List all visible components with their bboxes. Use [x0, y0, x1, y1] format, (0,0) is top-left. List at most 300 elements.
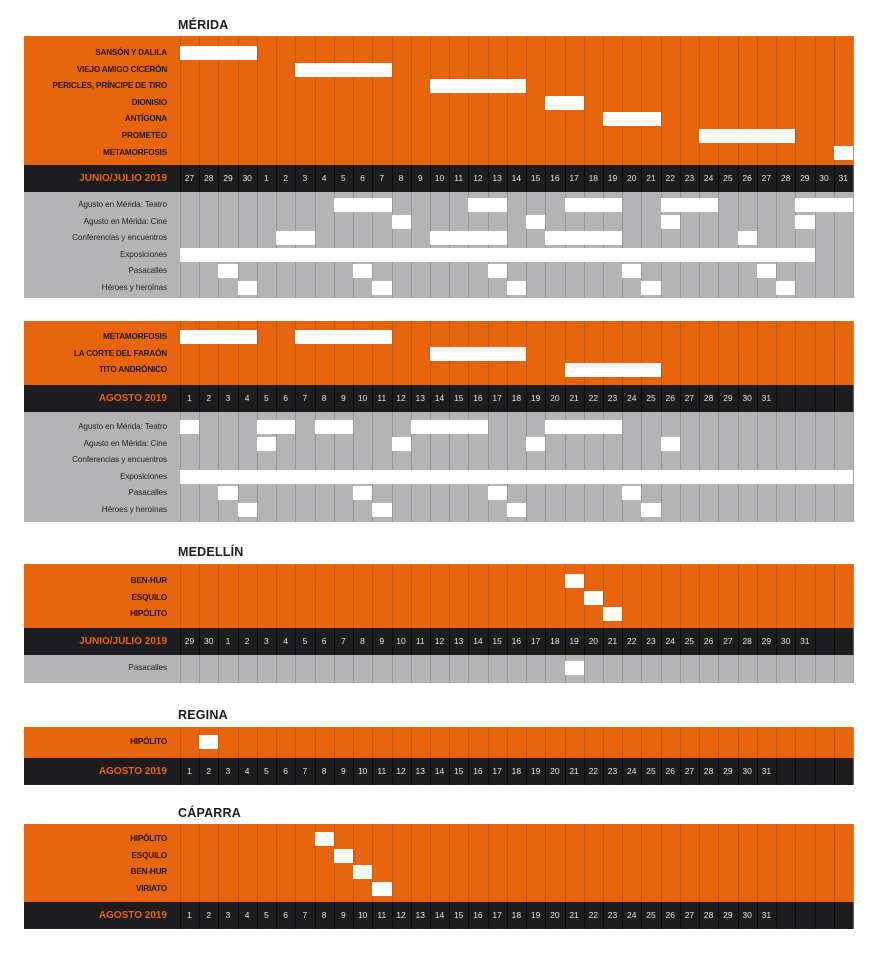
- grid-line: [757, 655, 758, 683]
- grid-line: [218, 412, 219, 522]
- grid-line: [411, 192, 412, 298]
- grid-line: [276, 36, 277, 165]
- day-label: 19: [530, 910, 541, 920]
- activity-bar[interactable]: [238, 281, 257, 295]
- day-label: 23: [607, 766, 618, 776]
- activity-bar[interactable]: [218, 486, 237, 500]
- grid-line: [815, 628, 816, 655]
- grid-line: [680, 655, 681, 683]
- month-label: AGOSTO 2019: [98, 766, 167, 777]
- day-label: 29: [184, 636, 195, 646]
- grid-line: [795, 758, 796, 785]
- show-bar[interactable]: [545, 96, 583, 110]
- day-label: 10: [357, 910, 368, 920]
- grid-line: [392, 727, 393, 758]
- activity-bar[interactable]: [545, 231, 622, 245]
- activity-bar[interactable]: [526, 437, 545, 451]
- grid-line: [430, 727, 431, 758]
- day-label: 9: [417, 173, 423, 183]
- show-bar[interactable]: [295, 330, 391, 344]
- day-label: 29: [223, 173, 233, 183]
- day-label: 16: [511, 636, 522, 646]
- grid-line: [507, 564, 508, 628]
- activity-bar[interactable]: [757, 264, 776, 278]
- grid-line: [815, 385, 816, 412]
- activity-bar[interactable]: [488, 264, 507, 278]
- day-label: 9: [340, 393, 346, 403]
- day-label: 25: [684, 636, 695, 646]
- show-label: PROMETEO: [121, 131, 167, 140]
- activity-bar[interactable]: [526, 215, 545, 229]
- grid-line: [718, 824, 719, 902]
- show-bar[interactable]: [199, 735, 218, 749]
- activity-bar[interactable]: [661, 198, 719, 212]
- show-bar[interactable]: [603, 112, 661, 126]
- grid-line: [661, 655, 662, 683]
- day-label: 3: [264, 636, 269, 646]
- activity-bar[interactable]: [353, 264, 372, 278]
- grid-line: [757, 192, 758, 298]
- day-label: 25: [646, 393, 656, 403]
- day-label: 21: [607, 636, 618, 646]
- show-bar[interactable]: [565, 574, 584, 588]
- activity-bar[interactable]: [180, 470, 853, 484]
- grid-line: [449, 824, 450, 902]
- activity-bar[interactable]: [257, 420, 295, 434]
- day-label: 24: [627, 393, 637, 403]
- grid-line: [603, 824, 604, 902]
- day-label: 23: [607, 910, 618, 920]
- show-bar[interactable]: [699, 129, 795, 143]
- grid-line: [699, 36, 700, 165]
- grid-line: [545, 564, 546, 628]
- grid-line: [853, 192, 854, 298]
- day-label: 22: [665, 173, 675, 183]
- activity-bar[interactable]: [238, 503, 257, 517]
- day-label: 25: [723, 173, 733, 183]
- grid-line: [430, 655, 431, 683]
- show-bar[interactable]: [180, 46, 257, 60]
- activity-bar[interactable]: [430, 231, 507, 245]
- grid-line: [699, 655, 700, 683]
- grid-line: [853, 655, 854, 683]
- grid-line: [718, 321, 719, 385]
- grid-line: [295, 824, 296, 902]
- grid-line: [218, 824, 219, 902]
- grid-line: [738, 564, 739, 628]
- day-label: 13: [453, 636, 464, 646]
- activity-bar[interactable]: [565, 661, 584, 675]
- day-label: 16: [473, 910, 483, 920]
- day-label: 30: [742, 393, 752, 403]
- day-label: 9: [340, 910, 346, 920]
- grid-line: [545, 655, 546, 683]
- venue-title: REGINA: [178, 708, 228, 722]
- activity-label: Conferencias y encuentros: [72, 233, 167, 243]
- grid-line: [526, 824, 527, 902]
- grid-line: [468, 564, 469, 628]
- venue-title: CÁPARRA: [178, 806, 241, 820]
- grid-line: [834, 727, 835, 758]
- activity-bar[interactable]: [411, 420, 488, 434]
- show-label: PERICLES, PRÍNCIPE DE TIRO: [52, 81, 167, 91]
- grid-line: [776, 36, 777, 165]
- day-label: 15: [530, 173, 541, 183]
- grid-line: [276, 727, 277, 758]
- day-label: 18: [511, 393, 522, 403]
- month-label: JUNIO/JULIO 2019: [79, 636, 167, 647]
- grid-line: [334, 824, 335, 902]
- activity-label: Pasacalles: [128, 266, 167, 276]
- day-label: 27: [684, 910, 695, 920]
- grid-line: [622, 727, 623, 758]
- day-label: 26: [742, 173, 752, 183]
- grid-line: [584, 655, 585, 683]
- day-label: 18: [511, 910, 522, 920]
- day-label: 10: [357, 766, 368, 776]
- grid-line: [180, 192, 181, 298]
- day-label: 20: [550, 766, 560, 776]
- day-label: 20: [588, 636, 599, 646]
- grid-line: [661, 824, 662, 902]
- grid-line: [199, 564, 200, 628]
- grid-line: [392, 824, 393, 902]
- show-label: BEN-HUR: [130, 867, 167, 877]
- grid-line: [738, 824, 739, 902]
- show-bar[interactable]: [315, 832, 334, 846]
- grid-line: [738, 321, 739, 385]
- show-label: HIPÓLITO: [130, 609, 167, 619]
- activity-bar[interactable]: [334, 198, 392, 212]
- grid-line: [199, 824, 200, 902]
- grid-line: [815, 36, 816, 165]
- grid-line: [449, 727, 450, 758]
- day-label: 8: [321, 393, 327, 403]
- day-label: 22: [588, 766, 599, 776]
- day-label: 24: [703, 173, 714, 183]
- grid-line: [257, 321, 258, 385]
- day-label: 8: [321, 766, 327, 776]
- activity-bar[interactable]: [372, 281, 391, 295]
- grid-line: [488, 412, 489, 522]
- grid-line: [199, 192, 200, 298]
- grid-line: [488, 824, 489, 902]
- schedule-block: [24, 36, 853, 298]
- day-label: 20: [550, 910, 560, 920]
- activity-bar[interactable]: [507, 281, 526, 295]
- grid-lines: [180, 902, 853, 929]
- day-label: 21: [569, 910, 579, 920]
- grid-line: [853, 165, 854, 192]
- show-bar[interactable]: [295, 63, 391, 77]
- show-bar[interactable]: [834, 146, 853, 160]
- day-label: 13: [492, 173, 502, 183]
- day-label: 11: [415, 636, 425, 646]
- grid-line: [238, 564, 239, 628]
- day-label: 3: [302, 173, 308, 183]
- day-label: 16: [550, 173, 560, 183]
- activity-bar[interactable]: [276, 231, 314, 245]
- grid-line: [757, 727, 758, 758]
- day-label: 30: [203, 636, 214, 646]
- activity-bar[interactable]: [795, 198, 853, 212]
- grid-line: [815, 758, 816, 785]
- grid-line: [834, 655, 835, 683]
- activity-bar[interactable]: [218, 264, 237, 278]
- day-label: 21: [569, 766, 579, 776]
- activity-bar[interactable]: [372, 503, 391, 517]
- day-label: 28: [742, 636, 752, 646]
- grid-line: [795, 727, 796, 758]
- activity-bar[interactable]: [641, 503, 660, 517]
- grid-line: [257, 824, 258, 902]
- grid-line: [815, 902, 816, 929]
- activity-bar[interactable]: [738, 231, 757, 245]
- grid-line: [334, 36, 335, 165]
- activity-bar[interactable]: [795, 215, 814, 229]
- grid-lines: [180, 564, 853, 628]
- day-label: 2: [206, 766, 212, 776]
- grid-line: [411, 824, 412, 902]
- grid-line: [315, 727, 316, 758]
- day-label: 17: [492, 766, 502, 776]
- show-bar[interactable]: [334, 849, 353, 863]
- grid-line: [776, 758, 777, 785]
- day-label: 12: [396, 910, 406, 920]
- day-label: 30: [742, 766, 752, 776]
- activity-bar[interactable]: [468, 198, 506, 212]
- grid-line: [507, 655, 508, 683]
- grid-line: [565, 727, 566, 758]
- grid-line: [257, 36, 258, 165]
- day-label: 1: [187, 393, 192, 403]
- day-label: 29: [723, 766, 733, 776]
- grid-line: [815, 824, 816, 902]
- show-bar[interactable]: [430, 347, 526, 361]
- grid-line: [834, 412, 835, 522]
- grid-line: [180, 727, 181, 758]
- grid-line: [815, 655, 816, 683]
- day-label: 14: [473, 636, 483, 646]
- day-label: 14: [434, 910, 445, 920]
- activity-bar[interactable]: [180, 248, 815, 262]
- activity-bar[interactable]: [776, 281, 795, 295]
- activities-band: [24, 655, 853, 683]
- activity-bar[interactable]: [507, 503, 526, 517]
- grid-line: [718, 727, 719, 758]
- grid-line: [699, 824, 700, 902]
- grid-line: [507, 36, 508, 165]
- day-label: 24: [665, 636, 675, 646]
- activity-bar[interactable]: [622, 486, 641, 500]
- day-label: 4: [321, 173, 327, 183]
- grid-line: [795, 655, 796, 683]
- schedule-block: [24, 321, 853, 522]
- grid-lines: [180, 824, 853, 902]
- day-label: 24: [627, 910, 637, 920]
- grid-line: [699, 564, 700, 628]
- date-header-band: [24, 628, 853, 655]
- grid-line: [411, 655, 412, 683]
- grid-line: [468, 36, 469, 165]
- day-label: 10: [357, 393, 368, 403]
- grid-line: [834, 824, 835, 902]
- grid-line: [795, 321, 796, 385]
- day-label: 13: [415, 393, 425, 403]
- show-label: ESQUILO: [131, 850, 167, 860]
- grid-line: [199, 655, 200, 683]
- grid-line: [795, 385, 796, 412]
- grid-line: [776, 655, 777, 683]
- day-label: 23: [646, 636, 656, 646]
- day-label: 27: [723, 636, 733, 646]
- day-label: 27: [184, 173, 195, 183]
- grid-line: [315, 192, 316, 298]
- grid-line: [661, 412, 662, 522]
- grid-lines: [180, 758, 853, 785]
- show-bar[interactable]: [565, 363, 661, 377]
- grid-line: [641, 655, 642, 683]
- grid-line: [180, 655, 181, 683]
- day-label: 7: [302, 910, 308, 920]
- grid-line: [718, 564, 719, 628]
- grid-line: [815, 564, 816, 628]
- grid-line: [853, 564, 854, 628]
- grid-line: [853, 321, 854, 385]
- activity-bar[interactable]: [392, 437, 411, 451]
- day-label: 14: [434, 766, 445, 776]
- grid-lines: [180, 727, 853, 758]
- grid-line: [468, 824, 469, 902]
- venue-title: MÉRIDA: [178, 18, 229, 32]
- activity-bar[interactable]: [565, 198, 623, 212]
- grid-line: [776, 564, 777, 628]
- show-bar[interactable]: [180, 330, 257, 344]
- show-label: LA CORTE DEL FARAÓN: [73, 348, 167, 358]
- activity-bar[interactable]: [545, 420, 622, 434]
- show-bar[interactable]: [603, 607, 622, 621]
- day-label: 21: [646, 173, 656, 183]
- day-label: 11: [377, 766, 387, 776]
- day-label: 31: [800, 636, 810, 646]
- activity-bar[interactable]: [257, 437, 276, 451]
- grid-line: [276, 564, 277, 628]
- grid-line: [430, 36, 431, 165]
- grid-lines: [180, 655, 853, 683]
- grid-line: [353, 655, 354, 683]
- day-label: 28: [703, 766, 714, 776]
- grid-lines: [180, 628, 853, 655]
- grid-line: [834, 758, 835, 785]
- day-label: 27: [684, 393, 695, 403]
- grid-line: [565, 824, 566, 902]
- grid-line: [738, 36, 739, 165]
- day-label: 16: [473, 393, 483, 403]
- grid-line: [815, 321, 816, 385]
- grid-line: [680, 321, 681, 385]
- grid-line: [488, 727, 489, 758]
- show-bar[interactable]: [353, 865, 372, 879]
- activity-bar[interactable]: [641, 281, 660, 295]
- day-label: 31: [761, 766, 772, 776]
- show-label: HIPÓLITO: [130, 834, 167, 843]
- day-label: 1: [225, 636, 231, 646]
- grid-line: [488, 655, 489, 683]
- grid-line: [411, 564, 412, 628]
- day-label: 16: [473, 766, 483, 776]
- shows-band: [24, 727, 853, 758]
- day-label: 4: [244, 393, 250, 403]
- activity-label: Agusto en Mérida: Teatro: [78, 200, 167, 209]
- grid-line: [584, 36, 585, 165]
- day-label: 25: [646, 910, 656, 920]
- grid-line: [276, 824, 277, 902]
- grid-line: [853, 902, 854, 929]
- day-label: 2: [206, 393, 212, 403]
- day-label: 31: [761, 910, 772, 920]
- grid-line: [411, 727, 412, 758]
- grid-line: [757, 36, 758, 165]
- show-label: ESQUILO: [131, 592, 167, 602]
- show-label: DIONISIO: [131, 97, 167, 107]
- show-bar[interactable]: [430, 79, 526, 93]
- day-label: 27: [761, 173, 772, 183]
- grid-line: [353, 727, 354, 758]
- grid-line: [603, 36, 604, 165]
- grid-line: [257, 727, 258, 758]
- grid-line: [295, 655, 296, 683]
- grid-line: [238, 824, 239, 902]
- activity-bar[interactable]: [180, 420, 199, 434]
- activity-bar[interactable]: [392, 215, 411, 229]
- day-label: 31: [761, 393, 772, 403]
- day-label: 3: [225, 910, 231, 920]
- activity-bar[interactable]: [661, 215, 680, 229]
- grid-line: [218, 192, 219, 298]
- grid-line: [795, 902, 796, 929]
- grid-line: [372, 36, 373, 165]
- shows-band: [24, 36, 853, 165]
- show-bar[interactable]: [372, 882, 391, 896]
- day-label: 4: [244, 766, 250, 776]
- activity-bar[interactable]: [353, 486, 372, 500]
- activity-label: Exposiciones: [119, 471, 167, 481]
- show-label: TITO ANDRÓNICO: [98, 365, 167, 375]
- activity-bar[interactable]: [488, 486, 507, 500]
- grid-lines: [180, 192, 853, 298]
- grid-line: [488, 36, 489, 165]
- day-label: 20: [627, 173, 637, 183]
- day-label: 18: [550, 636, 560, 646]
- show-label: VIEJO AMIGO CICERÓN: [76, 64, 167, 74]
- day-label: 11: [454, 173, 464, 183]
- activity-label: Exposiciones: [119, 249, 167, 259]
- day-label: 22: [627, 636, 637, 646]
- activity-bar[interactable]: [315, 420, 353, 434]
- grid-line: [853, 412, 854, 522]
- shows-band: [24, 824, 853, 902]
- day-label: 19: [569, 636, 579, 646]
- grid-line: [622, 824, 623, 902]
- day-label: 6: [283, 393, 288, 403]
- show-label: VIRIATO: [135, 883, 167, 893]
- day-label: 2: [206, 910, 212, 920]
- activity-bar[interactable]: [622, 264, 641, 278]
- show-bar[interactable]: [584, 591, 603, 605]
- grid-line: [468, 727, 469, 758]
- grid-line: [718, 192, 719, 298]
- activity-bar[interactable]: [661, 437, 680, 451]
